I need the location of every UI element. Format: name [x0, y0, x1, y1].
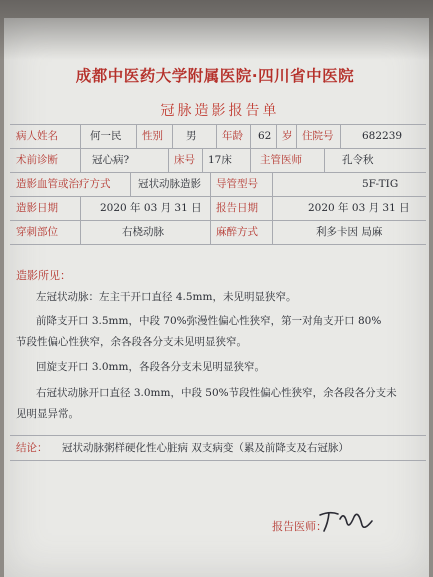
value-pre-diagnosis: 冠心病? — [92, 154, 130, 166]
label-gender: 性别 — [142, 130, 163, 142]
value-age: 62 — [258, 130, 272, 142]
value-report-date: 2020 年 03 月 31 日 — [308, 202, 410, 214]
report-title: 冠脉造影报告单 — [160, 103, 280, 119]
value-gender: 男 — [186, 130, 197, 142]
value-anesthesia: 利多卡因 局麻 — [316, 226, 383, 238]
row-puncture — [10, 221, 426, 245]
label-anesthesia: 麻醉方式 — [216, 226, 258, 238]
report-doctor-label: 报告医师： — [272, 520, 327, 533]
findings-line: 左冠状动脉：左主干开口直径 4.5mm，未见明显狭窄。 — [36, 291, 297, 303]
row-diagnosis — [10, 149, 426, 173]
label-admission-no: 住院号 — [302, 130, 334, 142]
value-admission-no: 682239 — [362, 130, 403, 142]
label-age-unit: 岁 — [282, 130, 293, 142]
conclusion-row — [10, 436, 426, 461]
label-puncture: 穿刺部位 — [16, 226, 58, 238]
findings-line: 右冠状动脉开口直径 3.0mm，中段 50%节段性偏心性狭窄，余各段各分支未 — [36, 387, 397, 399]
value-puncture: 右桡动脉 — [122, 226, 164, 238]
value-catheter: 5F-TIG — [362, 178, 399, 190]
findings-line: 见明显异常。 — [16, 408, 79, 420]
patient-info-form — [10, 124, 426, 245]
label-attending: 主管医师 — [260, 154, 302, 166]
conclusion-text: 冠状动脉粥样硬化性心脏病 双支病变（累及前降支及右冠脉） — [62, 442, 349, 454]
label-patient-name: 病人姓名 — [16, 130, 58, 142]
doctor-signature — [316, 505, 376, 535]
row-procedure — [10, 173, 426, 197]
value-procedure: 冠状动脉造影 — [138, 178, 201, 190]
row-patient — [10, 124, 426, 149]
findings-header: 造影所见： — [16, 269, 71, 282]
label-procedure: 造影血管或治疗方式 — [16, 178, 111, 190]
value-bed: 17床 — [208, 154, 232, 166]
label-age: 年龄 — [222, 130, 243, 142]
value-attending: 孔令秋 — [342, 154, 374, 166]
label-pre-diagnosis: 术前诊断 — [16, 154, 58, 166]
findings-line: 前降支开口 3.5mm，中段 70%弥漫性偏心性狭窄，第一对角支开口 80% — [36, 315, 382, 327]
findings-section — [10, 265, 426, 436]
label-catheter: 导管型号 — [216, 178, 258, 190]
label-bed: 床号 — [174, 154, 195, 166]
findings-line: 回旋支开口 3.0mm，各段各分支未见明显狭窄。 — [36, 361, 265, 373]
conclusion-label: 结论： — [16, 442, 48, 454]
value-patient-name: 何一民 — [90, 130, 122, 142]
value-angio-date: 2020 年 03 月 31 日 — [100, 202, 202, 214]
hospital-name: 成都中医药大学附属医院·四川省中医院 — [75, 67, 355, 85]
label-report-date: 报告日期 — [216, 202, 258, 214]
row-dates — [10, 197, 426, 221]
findings-line: 节段性偏心性狭窄，余各段各分支未见明显狭窄。 — [16, 336, 247, 348]
label-angio-date: 造影日期 — [16, 202, 58, 214]
